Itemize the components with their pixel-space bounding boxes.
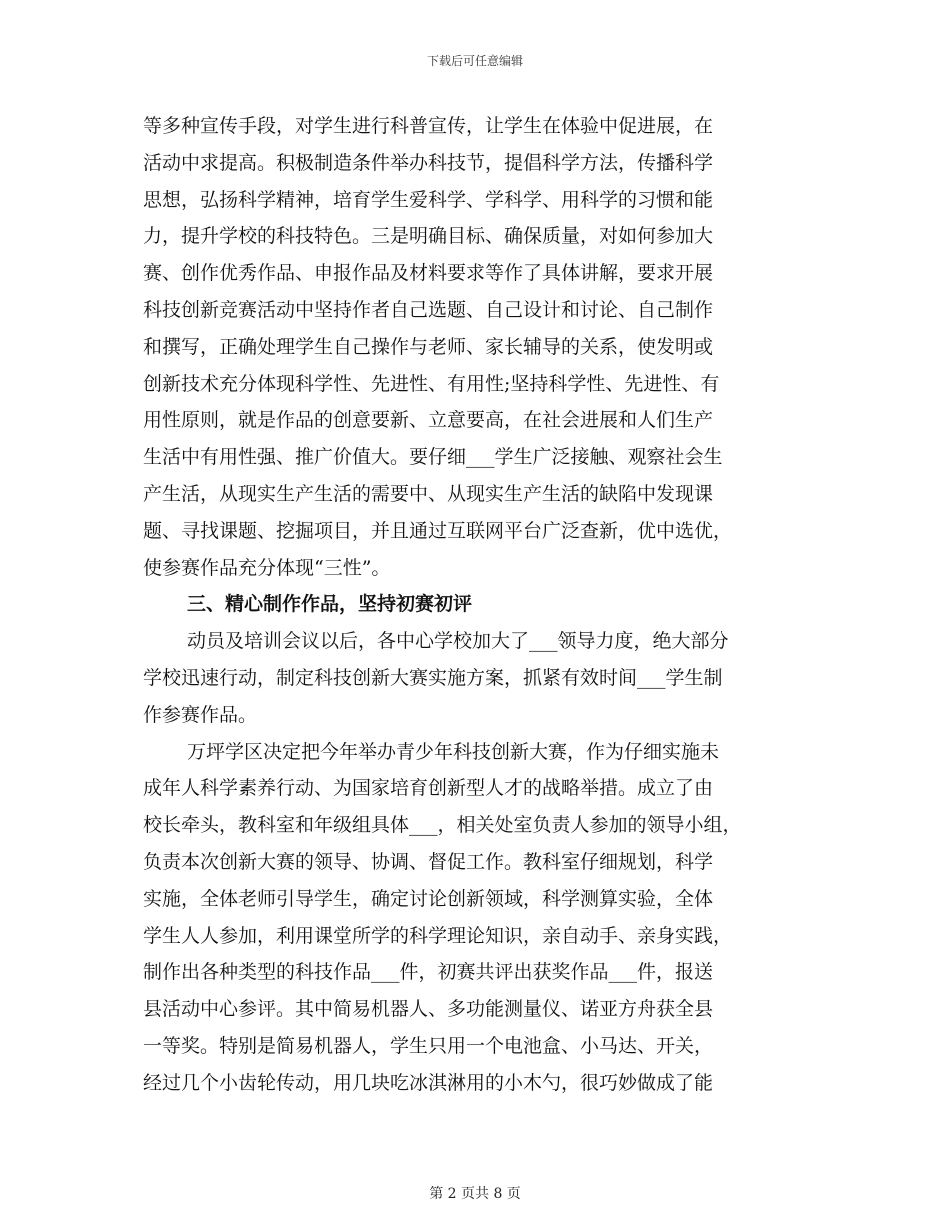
body-line: 制作出各种类型的科技作品___件，初赛共评出获奖作品___件，报送 [143,961,714,984]
section-heading: 三、精心制作作品，坚持初赛初评 [187,593,473,616]
document-body [143,108,811,1102]
body-line: 实施，全体老师引导学生，确定讨论创新领域，科学测算实验，全体 [143,887,714,910]
body-line: 县活动中心参评。其中简易机器人、多功能测量仪、诺亚方舟获全县 [143,998,714,1021]
body-line: 活动中求提高。积极制造条件举办科技节，提倡科学方法，传播科学 [143,151,714,174]
page-footer: 第 2 页共 8 页 [429,1186,521,1202]
page-header: 下载后可任意编辑 [426,54,523,68]
body-line: 科技创新竞赛活动中坚持作者自己选题、自己设计和讨论、自己制作 [143,298,714,321]
body-line: 思想，弘扬科学精神，培育学生爱科学、学科学、用科学的习惯和能 [143,188,714,211]
paragraph-start-line: 动员及培训会议以后，各中心学校加大了___领导力度，绝大部分 [187,630,729,653]
body-line: 作参赛作品。 [143,703,258,726]
body-line: 题、寻找课题、挖掘项目，并且通过互联网平台广泛查新，优中选优， [143,519,733,542]
body-line: 用性原则，就是作品的创意要新、立意要高，在社会进展和人们生产 [143,409,714,432]
body-line: 成年人科学素养行动、为国家培育创新型人才的战略举措。成立了由 [143,777,714,800]
body-line: 赛、创作优秀作品、申报作品及材料要求等作了具体讲解，要求开展 [143,262,714,285]
body-line: 校长牵头，教科室和年级组具体___，相关处室负责人参加的领导小组， [143,814,742,837]
body-line: 经过几个小齿轮传动，用几块吃冰淇淋用的小木勺，很巧妙做成了能 [143,1071,714,1094]
body-line: 负责本次创新大赛的领导、协调、督促工作。教科室仔细规划，科学 [143,850,714,873]
body-line: 使参赛作品充分体现“三性”。 [143,556,391,579]
body-line: 创新技术充分体现科学性、先进性、有用性;坚持科学性、先进性、有 [143,372,720,395]
body-line: 等多种宣传手段，对学生进行科普宣传，让学生在体验中促进展，在 [143,115,714,137]
body-line: 和撰写，正确处理学生自己操作与老师、家长辅导的关系，使发明或 [143,335,714,358]
body-line: 学校迅速行动，制定科技创新大赛实施方案，抓紧有效时间___学生制 [143,666,723,689]
paragraph-start-line: 万坪学区决定把今年举办青少年科技创新大赛，作为仔细实施未 [187,740,720,763]
body-line: 力，提升学校的科技特色。三是明确目标、确保质量，对如何参加大 [143,225,714,248]
body-line: 一等奖。特别是简易机器人，学生只用一个电池盒、小马达、开关， [143,1034,714,1057]
body-line: 生活中有用性强、推广价值大。要仔细___学生广泛接触、观察社会生 [143,446,723,469]
body-line: 产生活，从现实生产生活的需要中、从现实生产生活的缺陷中发现课 [143,482,714,505]
body-line: 学生人人参加，利用课堂所学的科学理论知识，亲自动手、亲身实践， [143,924,733,947]
